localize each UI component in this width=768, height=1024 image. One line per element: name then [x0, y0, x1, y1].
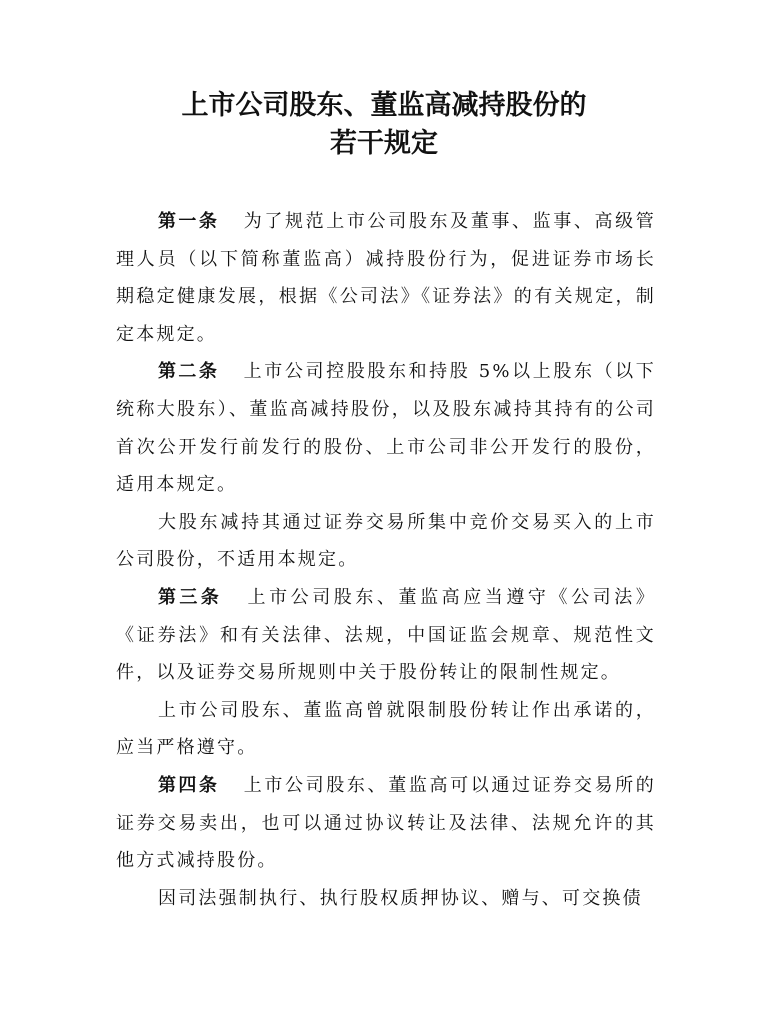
article-2-heading: 第二条 [158, 361, 220, 383]
article-2-text: 上市公司控股股东和持股 5%以上股东（以下统称大股东）、董监高减持股份，以及股东减持其持有的公司首次公开发行前发行的股份、上市公司非公开发行的股份，适用本规定。 [116, 361, 656, 496]
article-3-heading: 第三条 [158, 586, 223, 608]
article-1-text: 为了规范上市公司股东及董事、监事、高级管理人员（以下简称董监高）减持股份行为，促进证券市场长期稳定健康发展，根据《公司法》《证券法》的有关规定，制定本规定。 [116, 211, 657, 345]
article-3-text-2: 上市公司股东、董监高曾就限制股份转让作出承诺的，应当严格遵守。 [116, 699, 656, 759]
article-3-paragraph-2 [116, 692, 656, 767]
article-3-paragraph [116, 579, 656, 692]
article-4-heading: 第四条 [158, 774, 220, 796]
article-1-paragraph [116, 203, 656, 353]
article-3-text: 上市公司股东、董监高应当遵守《公司法》《证券法》和有关法律、法规，中国证监会规章、规范性文件，以及证券交易所规则中关于股份转让的限制性规定。 [116, 586, 656, 684]
article-4-paragraph [116, 767, 656, 880]
article-1-heading: 第一条 [158, 211, 220, 232]
article-2-paragraph [116, 353, 656, 503]
article-4-text-2: 因司法强制执行、执行股权质押协议、赠与、可交换债 [158, 887, 643, 909]
article-2-text-2: 大股东减持其通过证券交易所集中竞价交易买入的上市公司股份，不适用本规定。 [116, 511, 656, 571]
article-2-paragraph-2 [116, 504, 656, 579]
article-4-paragraph-2 [116, 880, 656, 918]
document-body [116, 203, 656, 917]
document-title-line-2: 若干规定 [330, 128, 438, 159]
article-4-text: 上市公司股东、董监高可以通过证券交易所的证券交易卖出，也可以通过协议转让及法律、法规允许的其他方式减持股份。 [116, 774, 657, 872]
document-title-line-1: 上市公司股东、董监高减持股份的 [181, 90, 587, 121]
